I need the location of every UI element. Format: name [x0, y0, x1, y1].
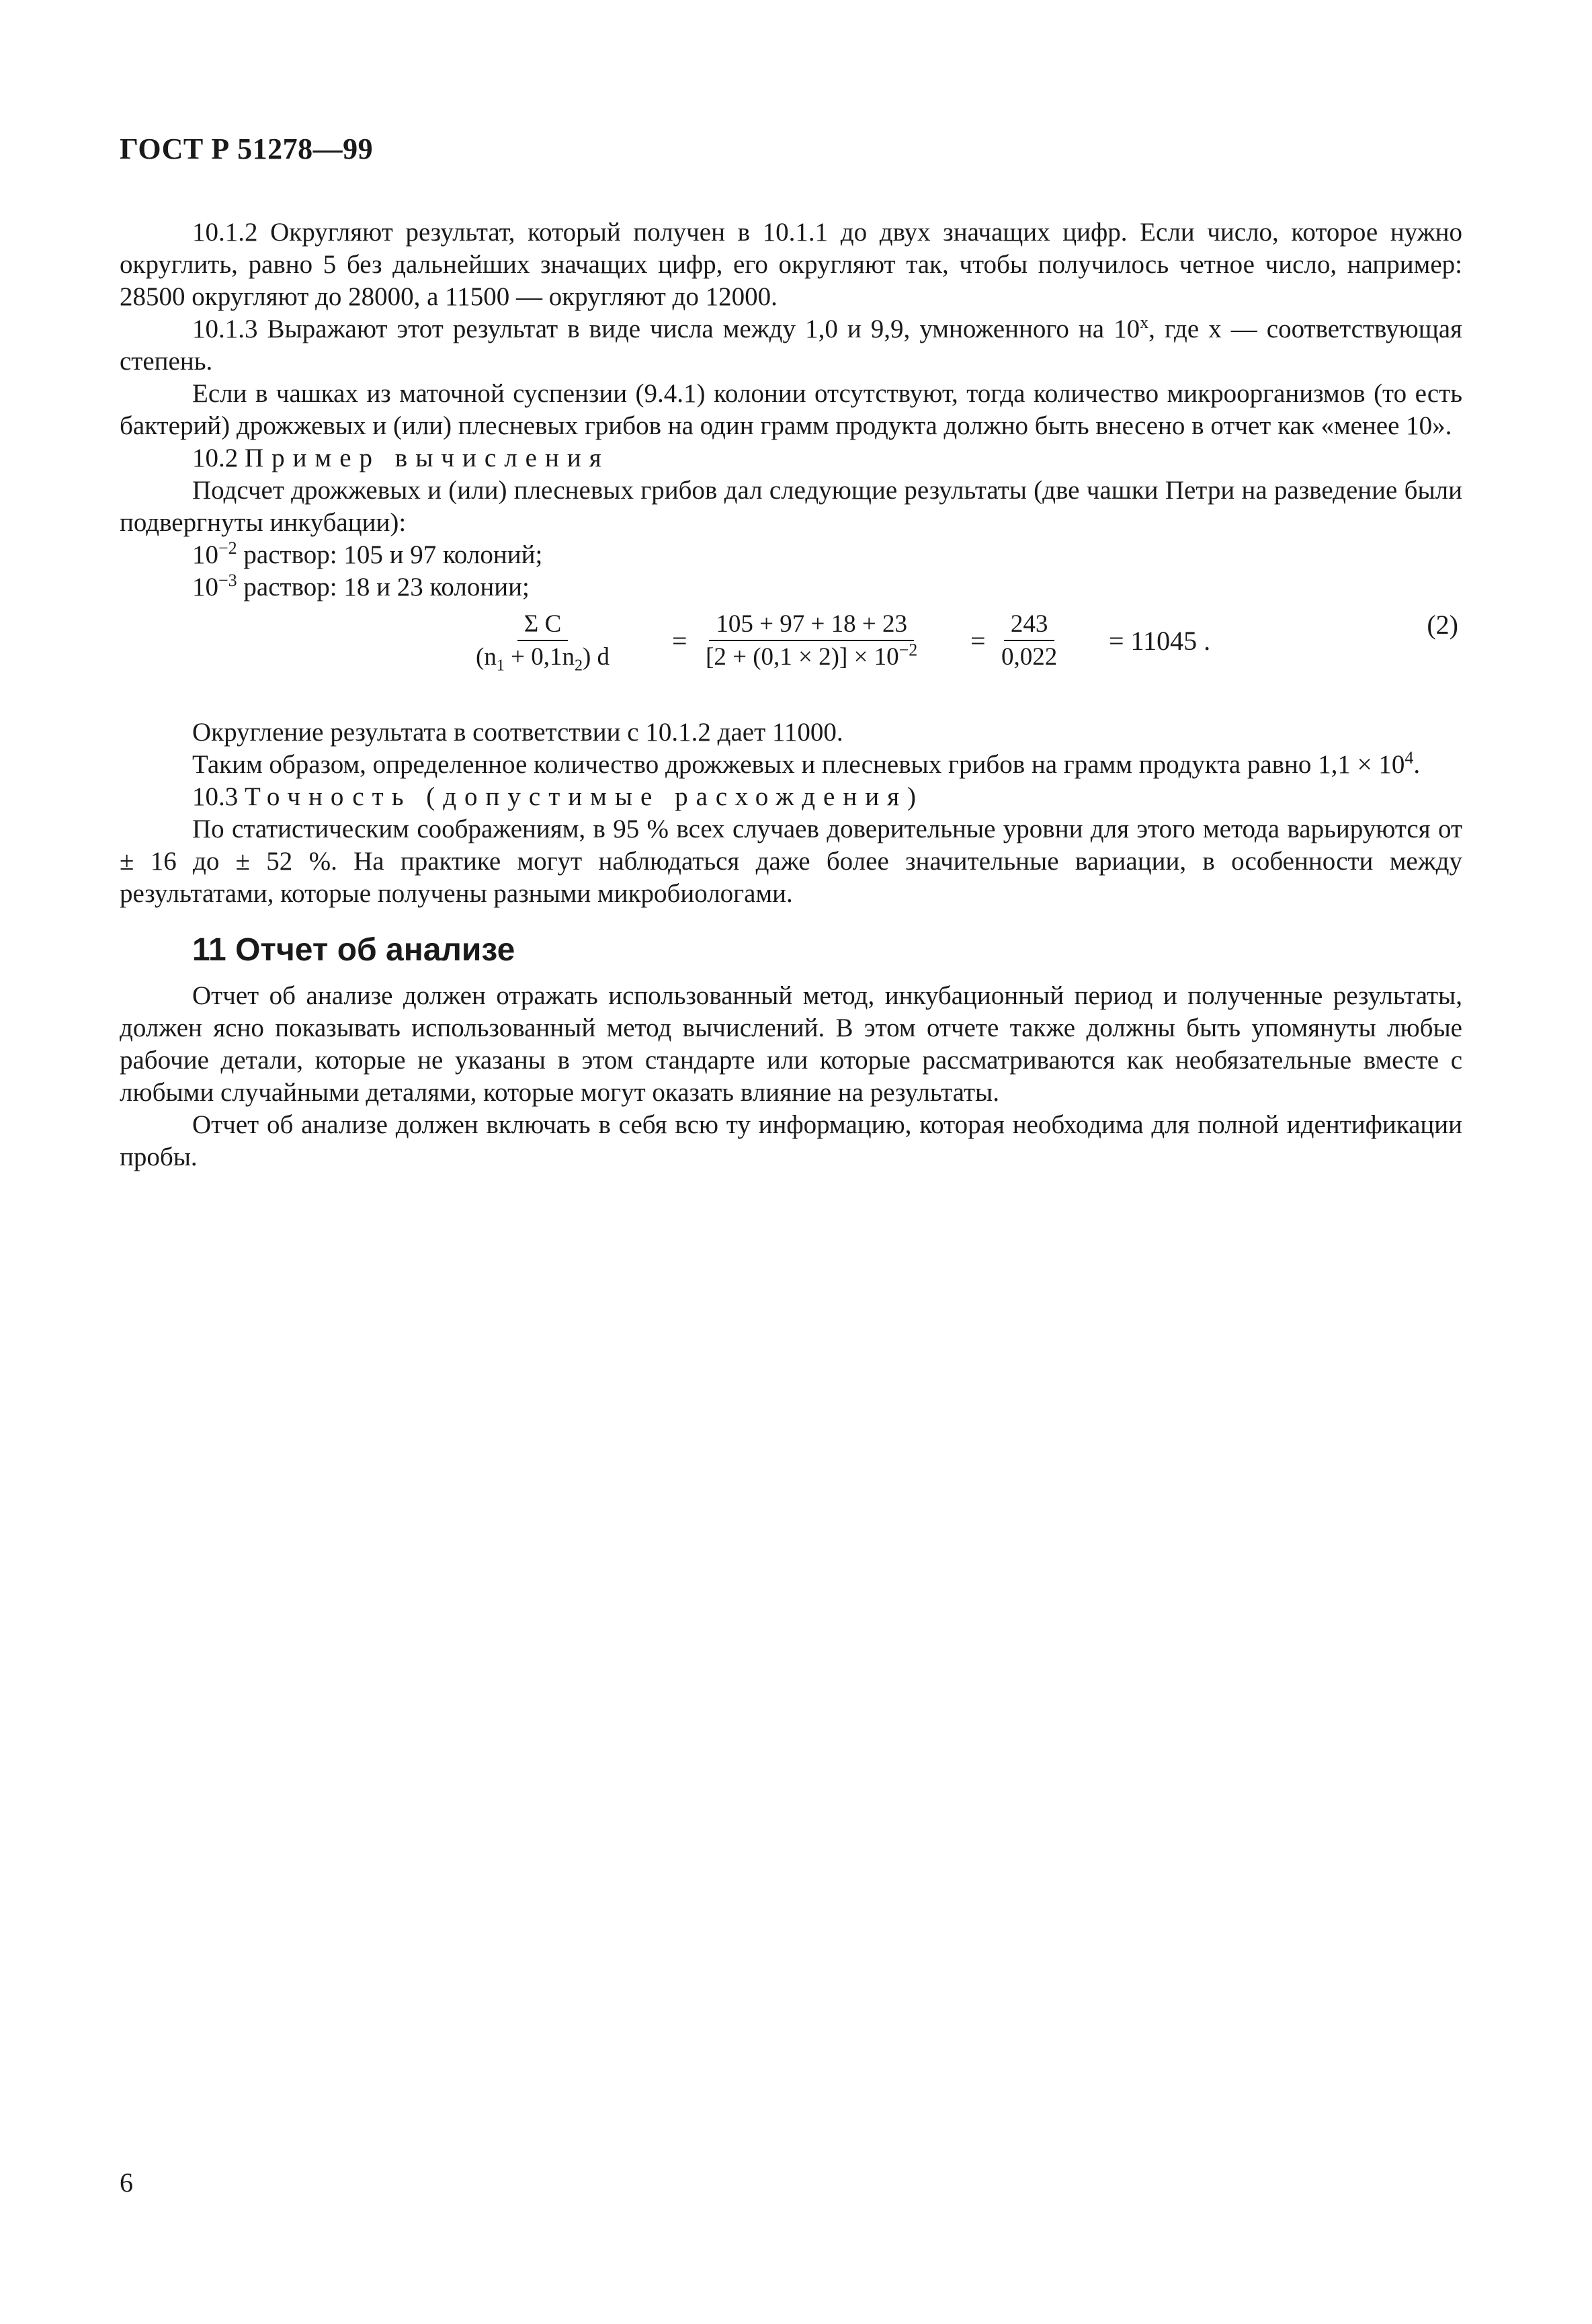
paragraph-no-colonies: Если в чашках из маточной суспензии (9.4.1) колонии отсутствуют, тогда количество микроорганизмов (то есть бактерий) дрожжевых и (или) плесневых грибов на один грамм продукта должно быть внесено в отчет как «менее 10».	[120, 379, 1462, 440]
fraction-general: $\frac{\text{Σ C}}{(n_1 + 0,1n_2) d}$	[476, 610, 610, 675]
dilution-line-2: $10^{-3}$ раствор: 18 и 23 колонии;	[192, 571, 530, 601]
subsection-heading-10-2: 10.2 Пример вычисления	[192, 444, 610, 472]
exponent: x	[1140, 313, 1149, 332]
paragraph-10-1-3: 10.1.3 Выражают этот результат в виде числа между 1,0 и 9,9, умноженного на 10$^x$, где x — соответствующая степень.	[120, 313, 1462, 376]
paragraph-thus: Таким образом, определенное количество дрожжевых и плесневых грибов на грамм продукта равно $1,1 \times 10^4$.	[192, 748, 1421, 779]
equals-sign: =	[970, 626, 986, 656]
section-heading-11: 11 Отчет об анализе	[192, 932, 515, 968]
fraction-result: $\frac{243}{0,022}$	[1001, 610, 1058, 671]
paragraph-rounding: Округление результата в соответствии с 10.1.2 дает 11000.	[192, 718, 843, 747]
paragraph-count: Подсчет дрожжевых и (или) плесневых грибов дал следующие результаты (две чашки Петри на разведение были подвергнуты инкубации):	[120, 476, 1462, 537]
paragraph-accuracy: По статистическим соображениям, в 95 % всех случаев доверительные уровни для этого метода варьируются от ± 16 до ± 52 %. На практике могут наблюдаться даже более значительные вариации, в особенности между результатами, которые получены разными микробиологами.	[120, 815, 1462, 908]
paragraph-report-1: Отчет об анализе должен отражать использованный метод, инкубационный период и полученные результаты, должен ясно показывать использованный метод вычислений. В этом отчете также должны быть упомянуты любые рабочие детали, которые не указаны в этом стандарте или которые рассматриваются как необязательные вместе с любыми случайными деталями, которые могут оказать влияние на результаты.	[120, 981, 1462, 1107]
paragraph-report-2: Отчет об анализе должен включать в себя всю ту информацию, которая необходима для полной идентификации пробы.	[120, 1110, 1462, 1171]
subsection-heading-10-3: 10.3 Точность (допустимые расхождения)	[192, 782, 925, 811]
subsection-title: Пример вычисления	[245, 444, 610, 472]
page-number: 6	[120, 2167, 133, 2198]
dilution-line-1: $10^{-2}$ раствор: 105 и 97 колоний;	[192, 538, 543, 569]
equation-number: (2)	[1427, 610, 1458, 640]
fraction-values: $\frac{105 + 97 + 18 + 23}{[2 + (0,1 \times 2)] \times 10^{-2}}$	[706, 610, 918, 671]
formula-2	[120, 609, 1462, 712]
subsection-title: Точность (допустимые расхождения)	[245, 782, 925, 811]
document-body	[120, 216, 1462, 1173]
document-header: ГОСТ Р 51278—99	[120, 132, 374, 165]
equals-sign: =	[672, 626, 687, 656]
paragraph-10-1-2: 10.1.2 Округляют результат, который получен в 10.1.1 до двух значащих цифр. Если число, которое нужно округлить, равно 5 без дальнейших значащих цифр, его округляют так, чтобы получилось четное число, например: 28500 округляют до 28000, а 11500 — округляют до 12000.	[120, 218, 1462, 311]
formula-result: = 11045 .	[1109, 626, 1211, 656]
